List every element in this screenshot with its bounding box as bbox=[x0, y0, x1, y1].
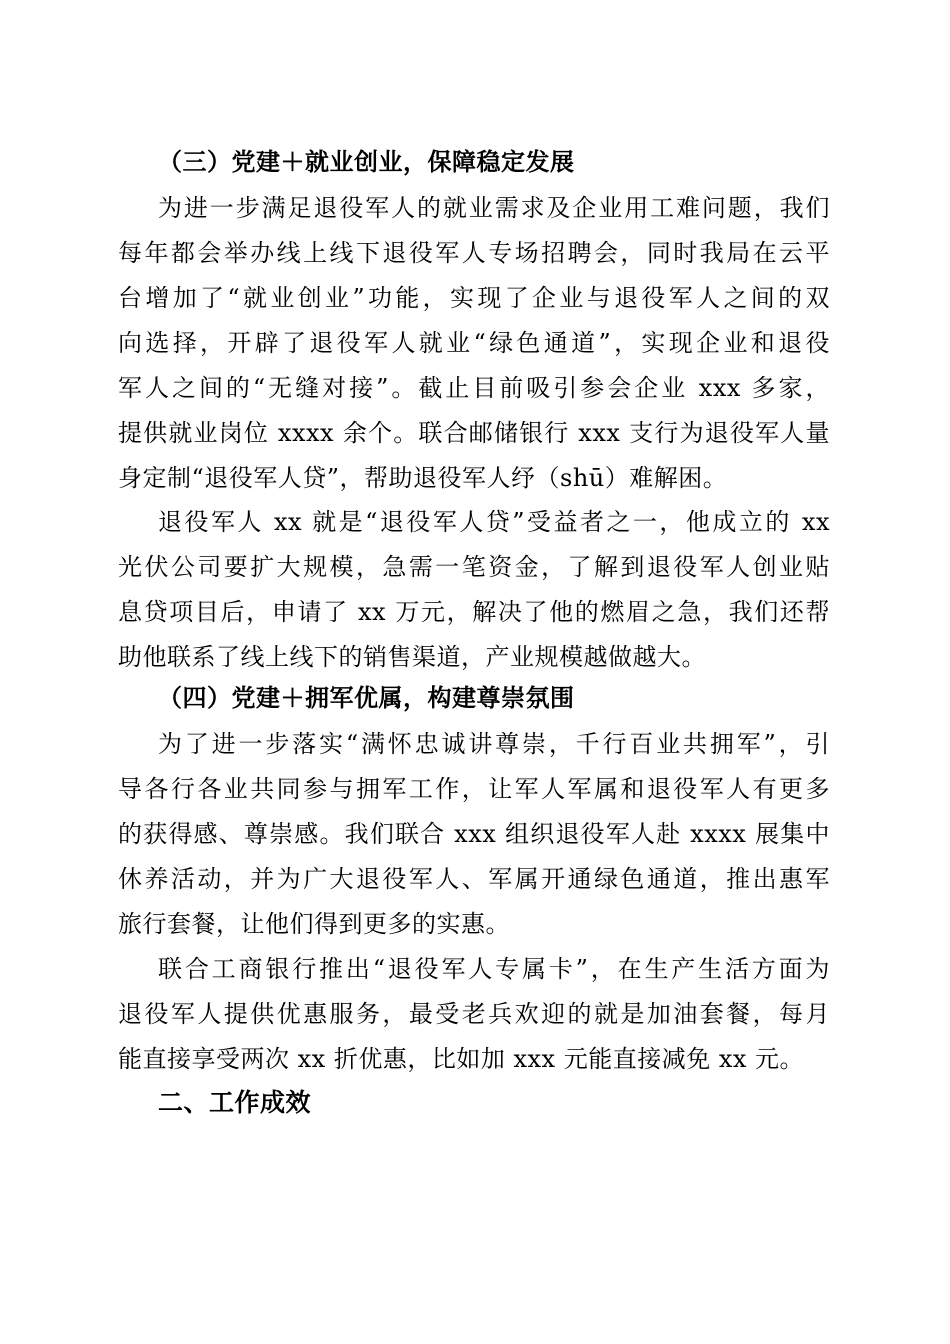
paragraph-line: 退役军人提供优惠服务，最受老兵欢迎的就是加油套餐，每月 bbox=[118, 1000, 830, 1028]
paragraph-line: 退役军人 xx 就是“退役军人贷”受益者之一，他成立的 xx bbox=[158, 508, 830, 536]
paragraph-line: 身定制“退役军人贷”，帮助退役军人纾（shū）难解困。 bbox=[118, 464, 728, 492]
section-two-heading: 二、工作成效 bbox=[158, 1088, 312, 1117]
section-3-paragraph-1 bbox=[118, 189, 830, 497]
paragraph-line: 助他联系了线上线下的销售渠道，产业规模越做越大。 bbox=[118, 643, 706, 671]
paragraph-line: 为了进一步落实“满怀忠诚讲尊崇，千行百业共拥军”，引 bbox=[158, 730, 830, 758]
section-4-paragraph-2 bbox=[118, 950, 830, 1078]
paragraph-line: 息贷项目后，申请了 xx 万元，解决了他的燃眉之急，我们还帮 bbox=[118, 598, 830, 626]
paragraph-line: 向选择，开辟了退役军人就业“绿色通道”，实现企业和退役 bbox=[118, 329, 830, 357]
paragraph-line: 每年都会举办线上线下退役军人专场招聘会，同时我局在云平 bbox=[118, 239, 830, 267]
paragraph-line: 光伏公司要扩大规模，急需一笔资金，了解到退役军人创业贴 bbox=[118, 553, 830, 581]
section-4-heading-block bbox=[118, 679, 830, 717]
paragraph-line: 台增加了“就业创业”功能，实现了企业与退役军人之间的双 bbox=[118, 284, 830, 312]
paragraph-line: 为进一步满足退役军人的就业需求及企业用工难问题，我们 bbox=[158, 194, 830, 222]
paragraph-line: 提供就业岗位 xxxx 余个。联合邮储银行 xxx 支行为退役军人量 bbox=[118, 419, 830, 447]
paragraph-line: 休养活动，并为广大退役军人、军属开通绿色通道，推出惠军 bbox=[118, 865, 830, 893]
paragraph-line: 导各行各业共同参与拥军工作，让军人军属和退役军人有更多 bbox=[118, 775, 830, 803]
paragraph-line: 能直接享受两次 xx 折优惠，比如加 xxx 元能直接减免 xx 元。 bbox=[118, 1045, 805, 1073]
paragraph-line: 旅行套餐，让他们得到更多的实惠。 bbox=[118, 910, 510, 938]
section-3-heading: （三）党建＋就业创业，保障稳定发展 bbox=[158, 147, 575, 176]
section-3-heading-block bbox=[118, 143, 830, 181]
section-3-paragraph-2 bbox=[118, 503, 830, 676]
paragraph-line: 联合工商银行推出“退役军人专属卡”，在生产生活方面为 bbox=[158, 955, 830, 983]
paragraph-line: 军人之间的“无缝对接”。截止目前吸引参会企业 xxx 多家， bbox=[118, 374, 830, 402]
section-4-paragraph-1 bbox=[118, 725, 830, 943]
section-two-heading-block bbox=[118, 1084, 830, 1122]
paragraph-line: 的获得感、尊崇感。我们联合 xxx 组织退役军人赴 xxxx 展集中 bbox=[118, 820, 830, 848]
section-4-heading: （四）党建＋拥军优属，构建尊崇氛围 bbox=[158, 683, 575, 712]
